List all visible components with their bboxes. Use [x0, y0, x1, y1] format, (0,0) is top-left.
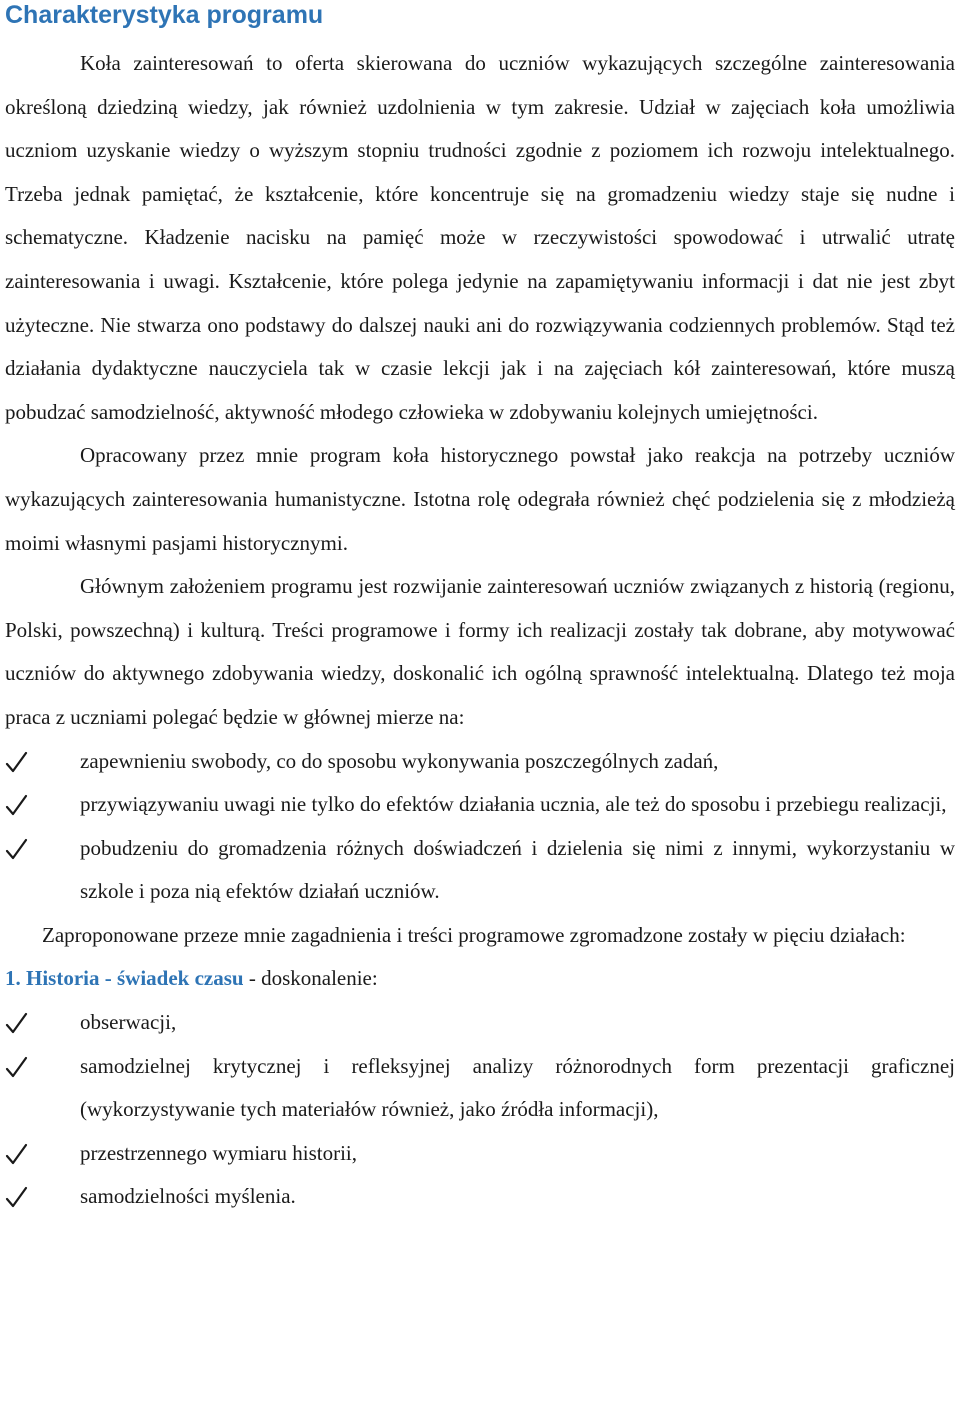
list-item [5, 827, 955, 914]
checkmark-icon [5, 1175, 29, 1218]
checkmark-icon [5, 783, 29, 826]
checkmark-icon [5, 827, 29, 870]
checkmark-icon [5, 1001, 29, 1044]
section-name: Historia - świadek czasu [26, 966, 244, 991]
history-witness-list [5, 1001, 955, 1219]
paragraph-main-goal: Głównym założeniem programu jest rozwijanie zainteresowań uczniów związanych z historią (regionu, Polski, powszechną) i kulturą. Treści programowe i formy ich realizacji zostały tak dobrane, aby motywować uczniów do aktywnego zdobywania wiedzy, doskonalić ich ogólną sprawność intelektualną. Dlatego też moja praca z uczniami polegać będzie w głównej mierze na: [5, 574, 955, 729]
list-item-text: przestrzennego wymiaru historii, [80, 1140, 357, 1165]
list-item-text: samodzielności myślenia. [80, 1184, 296, 1209]
list-item-text: pobudzeniu do gromadzenia różnych doświadczeń i dzielenia się nimi z innymi, wykorzystaniu w szkole i poza nią efektów działań uczniów. [80, 835, 955, 904]
list-item-text: zapewnieniu swobody, co do sposobu wykonywania poszczególnych zadań, [80, 748, 719, 773]
section-number: 1. [5, 966, 21, 991]
list-item-text: samodzielnej krytycznej i refleksyjnej analizy różnorodnych form prezentacji graficznej (wykorzystywanie tych materiałów również, jako źródła informacji), [80, 1053, 955, 1122]
section-title-history-witness [5, 957, 955, 1001]
paragraph-intro: Koła zainteresowań to oferta skierowana do uczniów wykazujących szczególne zainteresowania określoną dziedziną wiedzy, jak również uzdolnienia w tym zakresie. Udział w zajęciach koła umożliwia uczniom uzyskanie wiedzy o wyższym stopniu trudności zgodnie z poziomem ich rozwoju intelektualnego. Trzeba jednak pamiętać, że kształcenie, które koncentruje się na gromadzeniu wiedzy staje się nudne i schematyczne. Kładzenie nacisku na pamięć może w rzeczywistości spowodować i utrwalić utratę zainteresowania i uwagi. Kształcenie, które polega jedynie na zapamiętywaniu informacji i dat nie jest zbyt użyteczne. Nie stwarza ono podstawy do dalszej nauki ani do rozwiązywania codziennych problemów. Stąd też działania dydaktyczne nauczyciela tak w czasie lekcji jak i na zajęciach kół zainteresowań, które muszą pobudzać samodzielność, aktywność młodego człowieka w zdobywaniu kolejnych umiejętności. [5, 51, 955, 424]
list-item [5, 1001, 955, 1045]
section-suffix: - doskonalenie: [243, 966, 378, 991]
checkmark-icon [5, 740, 29, 783]
list-item [5, 740, 955, 784]
paragraph-sections-intro: Zaproponowane przeze mnie zagadnienia i treści programowe zgromadzone zostały w pięciu działach: [42, 922, 906, 947]
work-methods-list [5, 740, 955, 914]
list-item [5, 1132, 955, 1176]
list-item [5, 1175, 955, 1219]
paragraph-program-origin: Opracowany przez mnie program koła historycznego powstał jako reakcja na potrzeby uczniów wykazujących zainteresowania humanistyczne. Istotna rolę odegrała również chęć podzielenia się z młodzieżą moimi własnymi pasjami historycznymi. [5, 443, 955, 555]
section-heading: Charakterystyka programu [5, 1, 324, 29]
checkmark-icon [5, 1132, 29, 1175]
list-item [5, 783, 955, 827]
list-item-text: obserwacji, [80, 1010, 177, 1035]
list-item-text: przywiązywaniu uwagi nie tylko do efektów działania ucznia, ale też do sposobu i przebiegu realizacji, [80, 792, 947, 817]
list-item [5, 1045, 955, 1132]
document-page [5, 0, 955, 1219]
checkmark-icon [5, 1045, 29, 1088]
